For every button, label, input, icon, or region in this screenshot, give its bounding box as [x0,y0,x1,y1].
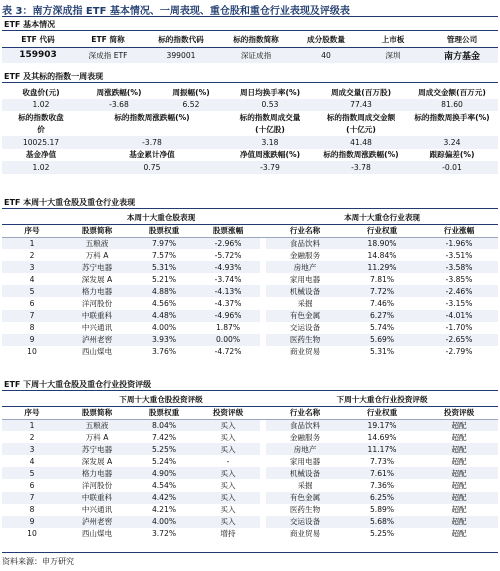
industry-metric: 超配 [420,467,498,479]
stock-weight: 7.57% [151,250,177,260]
row-seq: 6 [29,299,35,309]
table-row [2,479,498,491]
basic-header-cell: ETF 代码 [2,33,74,47]
column-header: 序号 [2,224,62,237]
column-header: 投资评级 [420,406,498,419]
column-header: 投资评级 [196,406,260,419]
column-header: 股票简称 [62,224,132,237]
stock-metric: 1.87% [215,323,241,333]
stock-metric: 买入 [196,516,260,528]
perf-value: 77.43 [316,99,406,112]
row-seq: 5 [2,285,62,297]
industry-name: 金融服务 [289,432,321,442]
row-seq: 9 [2,334,62,346]
perf-value: -3.68 [80,99,158,112]
table-row [2,285,498,297]
industry-weight: 7.46% [369,299,395,309]
perf-label: 标的指数收盘 [18,112,64,122]
stock-name: 洋河股份 [81,299,113,309]
stock-metric: 买入 [196,443,260,455]
perf-label: (十亿元) [346,125,376,135]
perf-value: 6.52 [158,99,224,112]
basic-header-cell: 管理公司 [426,33,498,47]
table-row [2,455,498,467]
perf-value: 41.48 [316,136,406,149]
table-row [2,467,498,479]
stock-weight: 3.93% [132,334,196,346]
perf-value: 10025.17 [2,136,80,149]
column-header: 行业权重 [344,224,420,237]
basic-header-cell: 标的指数简称 [220,33,292,47]
column-header: 行业权重 [344,406,420,419]
perf-label: 标的指数周成交量 [239,112,301,122]
industry-metric: -3.58% [420,261,498,273]
basic-section-heading: ETF 基本情况 [2,19,498,31]
industry-weight: 11.17% [344,443,420,455]
table-row [2,310,498,322]
industry-weight: 6.27% [344,310,420,322]
stock-name: 万科 A [85,432,109,442]
perf-value: 3.18 [224,136,316,149]
perf-label: 基金累计净值 [129,150,175,160]
industry-metric: -4.01% [420,310,498,322]
industry-name: 商业贸易 [289,529,321,539]
industry-name: 机械设备 [266,467,344,479]
holdings-performance-heading: ETF 本周十大重仓股及重仓行业表现 [2,197,498,209]
group-spacer [2,211,62,224]
etf-short-name: 深成指 ETF [74,47,142,63]
stock-name: 苏宁电器 [62,443,132,455]
stock-name: 西山煤电 [81,529,113,539]
row-seq: 9 [2,516,62,528]
stock-name: 五粮液 [62,419,132,431]
industry-metric: 超配 [420,443,498,455]
industry-metric: 超配 [420,419,498,431]
table-row [2,261,498,273]
industry-weight: 6.25% [344,492,420,504]
perf-value: 0.75 [80,161,224,174]
industry-metric: 超配 [420,516,498,528]
table-row [2,419,498,431]
basic-header-cell: 成分股数量 [292,33,360,47]
weekly-performance-table [2,86,498,174]
industry-metric: -3.15% [445,299,473,309]
perf-label: 标的指数周涨跌幅(%) [114,112,190,122]
stock-metric: 买入 [220,432,236,442]
table-row [2,249,498,261]
industry-weight: 7.36% [369,481,395,491]
stock-weight: 4.48% [132,310,196,322]
stock-metric: -5.72% [214,250,242,260]
perf-value: -0.01 [406,161,498,174]
industry-metric: -3.85% [445,274,473,284]
industry-weight: 5.89% [369,505,395,515]
industry-name: 采掘 [297,299,313,309]
ratings-heading: ETF 下周十大重仓股及重仓行业投资评级 [2,379,498,391]
industry-metric: 超配 [451,432,467,442]
industry-name: 房地产 [266,443,344,455]
row-seq: 5 [2,467,62,479]
industry-metric: 超配 [451,456,467,466]
stock-weight: 4.00% [151,323,177,333]
industry-metric: 超配 [420,492,498,504]
stock-name: 泸州老窖 [62,516,132,528]
column-header: 股票权重 [132,406,196,419]
row-seq: 6 [29,481,35,491]
stock-metric: 买入 [220,505,236,515]
industry-metric: -1.70% [445,323,473,333]
perf-value: 0.53 [224,99,316,112]
stock-name: 格力电器 [62,467,132,479]
stock-name: 洋河股份 [81,481,113,491]
stock-name: 万科 A [85,250,109,260]
industry-metric: -2.79% [445,347,473,357]
stock-metric: -4.72% [214,347,242,357]
perf-label: 周振幅(%) [172,87,210,97]
industry-metric: 超配 [451,481,467,491]
industry-weight: 5.69% [344,334,420,346]
holdings-performance-table [2,211,498,358]
row-seq: 4 [29,274,35,284]
column-header: 行业涨幅 [420,224,498,237]
footer-divider [2,552,498,553]
stock-weight: 4.21% [151,505,177,515]
row-seq: 2 [29,250,35,260]
industry-name: 交运设备 [289,323,321,333]
industry-weight: 7.61% [344,467,420,479]
stock-weight: 3.76% [151,347,177,357]
column-header: 股票涨幅 [196,224,260,237]
industry-name: 家用电器 [289,274,321,284]
stock-name: 格力电器 [62,285,132,297]
table-row [2,334,498,346]
industry-weight: 14.69% [367,432,397,442]
basic-header-cell: 标的指数代码 [142,33,220,47]
industry-name: 有色金属 [266,310,344,322]
stock-name: 深发展 A [81,274,113,284]
basic-header-cell: 上市板 [360,33,426,47]
perf-value: 3.24 [406,136,498,149]
table-row [2,322,498,334]
industry-weight: 5.25% [369,529,395,539]
table-row [2,492,498,504]
listing-board: 深圳 [360,47,426,63]
perf-label: 价 [37,125,45,135]
stock-weight: 7.97% [132,237,196,249]
perf-value: 1.02 [2,99,80,112]
industry-group-heading: 下周十大重仓行业投资评级 [266,393,498,406]
table-row [2,516,498,528]
perf-label: 标的指数周换手率(%) [414,112,490,122]
industry-group-heading: 本周十大重仓行业表现 [266,211,498,224]
ratings-table [2,393,498,540]
table-title: 表 3：南方深成指 ETF 基本情况、一周表现、重仓股和重仓行业表现及评级表 [2,6,350,17]
stock-weight: 3.72% [151,529,177,539]
perf-value: 81.60 [406,99,498,112]
table-row [2,273,498,285]
stock-name: 泸州老窖 [62,334,132,346]
row-seq: 3 [2,443,62,455]
stock-weight: 4.42% [132,492,196,504]
industry-metric: 超配 [451,505,467,515]
perf-label [406,124,498,137]
index-short-name: 深证成指 [220,47,292,63]
constituent-count: 40 [292,47,360,63]
perf-label: 标的指数周成交金额 [326,112,396,122]
index-code: 399001 [142,47,220,63]
row-seq: 10 [27,529,37,539]
perf-value: 1.02 [2,161,80,174]
stock-weight: 4.00% [132,516,196,528]
stock-weight: 5.25% [132,443,196,455]
column-header: 股票简称 [62,406,132,419]
stock-name: 深发展 A [81,456,113,466]
group-spacer [2,393,62,406]
column-header: 股票权重 [132,224,196,237]
industry-metric: -2.46% [420,285,498,297]
industry-name: 食品饮料 [266,237,344,249]
perf-label: (十亿股) [255,125,285,135]
stock-metric: -4.93% [196,261,260,273]
stock-weight: 7.42% [151,432,177,442]
industry-name: 有色金属 [266,492,344,504]
industry-weight: 5.74% [369,323,395,333]
stock-metric: -4.96% [196,310,260,322]
industry-name: 食品饮料 [266,419,344,431]
industry-name: 商业贸易 [289,347,321,357]
row-seq: 7 [2,492,62,504]
table-row [2,504,498,516]
perf-label [80,124,224,137]
row-seq: 8 [29,323,35,333]
industry-name: 房地产 [266,261,344,273]
industry-metric: -3.51% [445,250,473,260]
industry-metric: 超配 [451,529,467,539]
stock-name: 中兴通讯 [81,323,113,333]
stock-weight: 4.88% [132,285,196,297]
perf-label: 周成交量(百万股) [330,87,392,97]
column-header: 行业名称 [266,224,344,237]
stock-name: 五粮液 [62,237,132,249]
perf-value: -3.79 [224,161,316,174]
stock-group-heading: 下周十大重仓股投资评级 [62,393,260,406]
industry-name: 采掘 [297,481,313,491]
perf-value: -3.78 [80,136,224,149]
stock-name: 苏宁电器 [62,261,132,273]
stock-metric: -3.74% [214,274,242,284]
perf-label: 周成交金额(百万元) [418,87,486,97]
row-seq: 10 [27,347,37,357]
etf-code: 159903 [2,47,74,63]
perf-label: 标的指数周涨跌幅(%) [323,150,399,160]
industry-weight: 18.90% [344,237,420,249]
industry-name: 医药生物 [289,505,321,515]
perf-label: 基金净值 [25,150,57,160]
industry-metric: -2.65% [420,334,498,346]
stock-metric: -2.96% [196,237,260,249]
stock-metric: 0.00% [196,334,260,346]
industry-weight: 7.73% [369,456,395,466]
column-header: 行业名称 [266,406,344,419]
industry-weight: 5.68% [344,516,420,528]
stock-weight: 5.21% [151,274,177,284]
row-seq: 7 [2,310,62,322]
industry-weight: 11.29% [344,261,420,273]
stock-metric: 买入 [196,492,260,504]
perf-label: 周涨跌幅(%) [96,87,142,97]
industry-weight: 19.17% [344,419,420,431]
source-note: 资料来源：申万研究 [2,557,74,566]
stock-weight: 4.54% [151,481,177,491]
row-seq: 3 [2,261,62,273]
industry-weight: 14.84% [367,250,397,260]
stock-metric: 买入 [220,481,236,491]
table-row [2,346,498,358]
perf-section-heading: ETF 及其标的指数一周表现 [2,71,498,83]
table-row [2,431,498,443]
stock-weight: 5.24% [151,456,177,466]
stock-name: 西山煤电 [81,347,113,357]
stock-metric: - [226,456,230,466]
industry-weight: 7.72% [344,285,420,297]
stock-group-heading: 本周十大重仓股表现 [62,211,260,224]
industry-name: 家用电器 [289,456,321,466]
industry-weight: 5.31% [369,347,395,357]
row-seq: 4 [29,456,35,466]
row-seq: 1 [2,419,62,431]
perf-value: -3.78 [316,161,406,174]
industry-name: 机械设备 [266,285,344,297]
perf-label: 净值周涨跌幅(%) [239,150,301,160]
perf-label: 跟踪偏差(%) [429,150,475,160]
stock-weight: 4.90% [132,467,196,479]
perf-label: 收盘价(元) [22,87,60,97]
stock-name: 中兴通讯 [81,505,113,515]
stock-weight: 5.31% [132,261,196,273]
stock-name: 中联重科 [62,310,132,322]
industry-name: 交运设备 [266,516,344,528]
stock-metric: 增持 [220,529,236,539]
perf-label: 周日均换手率(%) [239,87,301,97]
stock-metric: 买入 [196,419,260,431]
basic-header-cell: ETF 简称 [74,33,142,47]
title-divider [2,16,498,17]
table-row [2,528,498,540]
industry-name: 医药生物 [266,334,344,346]
row-seq: 1 [2,237,62,249]
industry-weight: 7.81% [369,274,395,284]
stock-metric: -4.13% [196,285,260,297]
basic-info-table [2,33,498,63]
stock-metric: -4.37% [214,299,242,309]
table-row [2,297,498,309]
column-header: 序号 [2,406,62,419]
stock-weight: 8.04% [132,419,196,431]
management-company: 南方基金 [426,47,498,63]
stock-name: 中联重科 [62,492,132,504]
table-row [2,443,498,455]
row-seq: 2 [29,432,35,442]
stock-metric: 买入 [196,467,260,479]
industry-metric: -1.96% [420,237,498,249]
row-seq: 8 [29,505,35,515]
industry-name: 金融服务 [289,250,321,260]
table-row [2,237,498,249]
stock-weight: 4.56% [151,299,177,309]
